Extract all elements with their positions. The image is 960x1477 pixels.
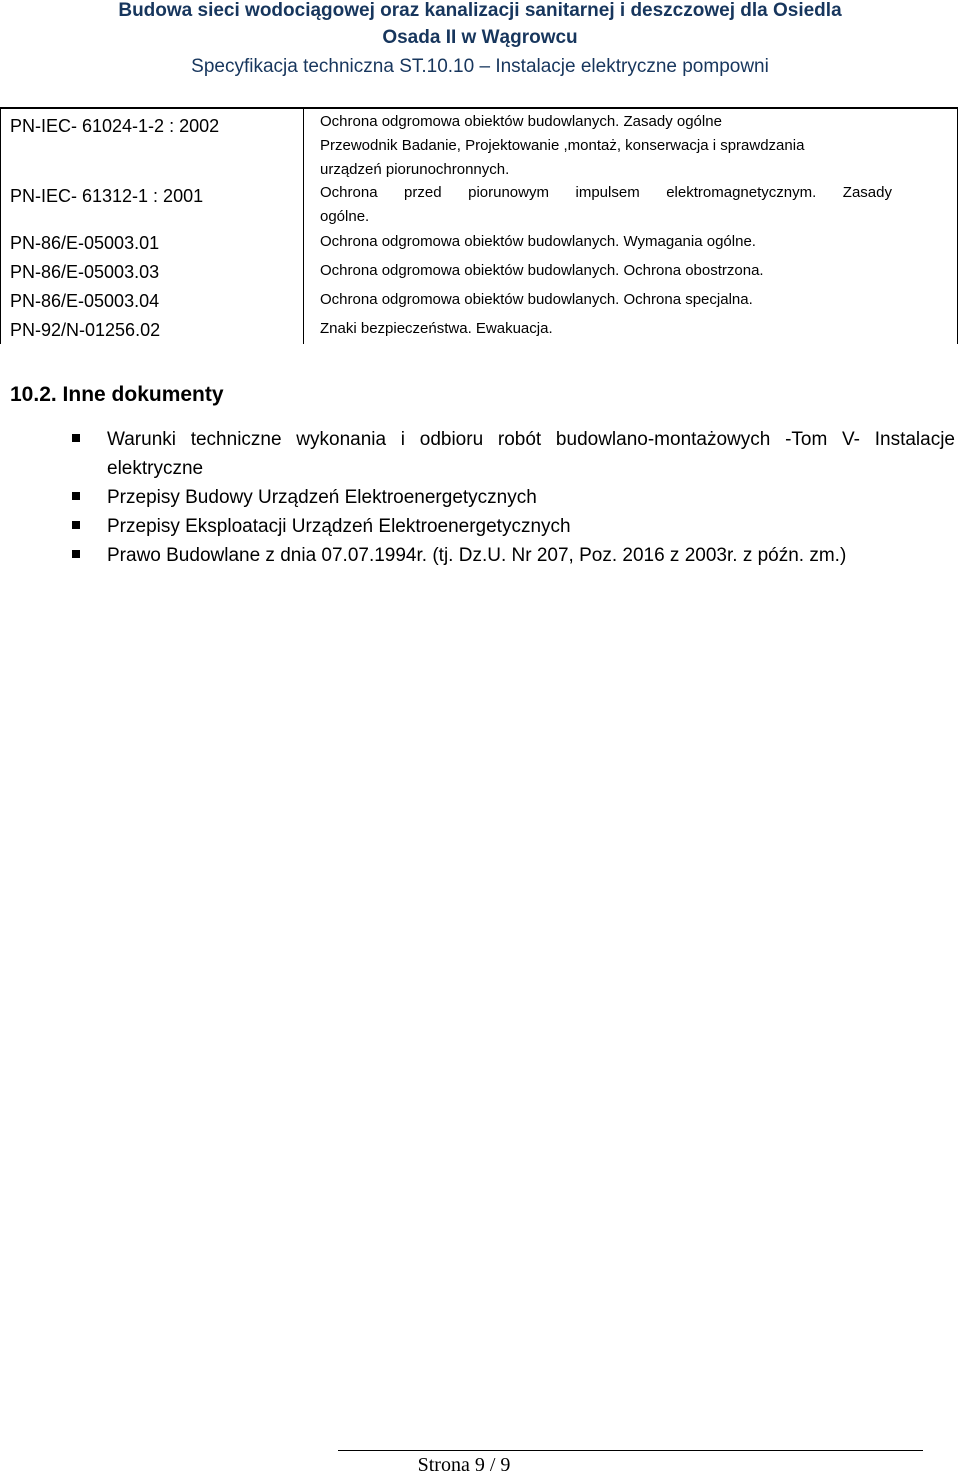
standard-code: PN-86/E-05003.04 (10, 291, 160, 311)
standard-code: PN-86/E-05003.01 (10, 233, 160, 253)
header-spec-title: Specyfikacja techniczna ST.10.10 – Instalacje elektryczne pompowni (191, 56, 769, 77)
table-column-divider (303, 108, 304, 344)
footer-divider (338, 1450, 923, 1451)
standard-code: PN-92/N-01256.02 (10, 320, 161, 340)
standard-description (320, 110, 900, 182)
description-line: Przewodnik Badanie, Projektowanie ,montaż, konserwacja i sprawdzania (320, 137, 805, 154)
list-item (70, 512, 955, 541)
documents-list (70, 425, 955, 570)
square-bullet-icon (72, 550, 80, 558)
description-line: Ochrona odgromowa obiektów budowlanych. Zasady ogólne (320, 113, 722, 130)
list-item-text: Warunki techniczne wykonania i odbioru robót budowlano-montażowych -Tom V- Instalacje elektryczne (107, 429, 955, 479)
square-bullet-icon (72, 434, 80, 442)
standard-description (320, 181, 892, 229)
list-item-text: Przepisy Eksploatacji Urządzeń Elektroenergetycznych (107, 516, 571, 537)
header-project-location: Osada II w Wągrowcu (382, 27, 578, 48)
standard-description: Znaki bezpieczeństwa. Ewakuacja. (320, 320, 553, 337)
description-line: urządzeń piorunochronnych. (320, 161, 510, 178)
description-line: Ochrona przed piorunowym impulsem elektromagnetycznym. Zasady (320, 184, 892, 201)
standard-code: PN-86/E-05003.03 (10, 262, 160, 282)
square-bullet-icon (72, 492, 80, 500)
standard-description: Ochrona odgromowa obiektów budowlanych. Ochrona obostrzona. (320, 262, 764, 279)
list-item-text: Przepisy Budowy Urządzeń Elektroenergetycznych (107, 487, 537, 508)
list-item (70, 541, 955, 570)
list-item (70, 425, 955, 483)
standard-code: PN-IEC- 61024-1-2 : 2002 (10, 116, 220, 136)
list-item-text: Prawo Budowlane z dnia 07.07.1994r. (tj. Dz.U. Nr 207, Poz. 2016 z 2003r. z późn. zm.) (107, 545, 847, 566)
standard-code: PN-IEC- 61312-1 : 2001 (10, 186, 204, 206)
standard-description: Ochrona odgromowa obiektów budowlanych. Wymagania ogólne. (320, 233, 756, 250)
page-number: Strona 9 / 9 (417, 1454, 511, 1476)
description-line: ogólne. (320, 208, 370, 225)
standard-description: Ochrona odgromowa obiektów budowlanych. Ochrona specjalna. (320, 291, 753, 308)
section-heading: 10.2. Inne dokumenty (10, 383, 224, 406)
list-item (70, 483, 955, 512)
header-project-title: Budowa sieci wodociągowej oraz kanalizacji sanitarnej i deszczowej dla Osiedla (118, 0, 842, 21)
square-bullet-icon (72, 521, 80, 529)
